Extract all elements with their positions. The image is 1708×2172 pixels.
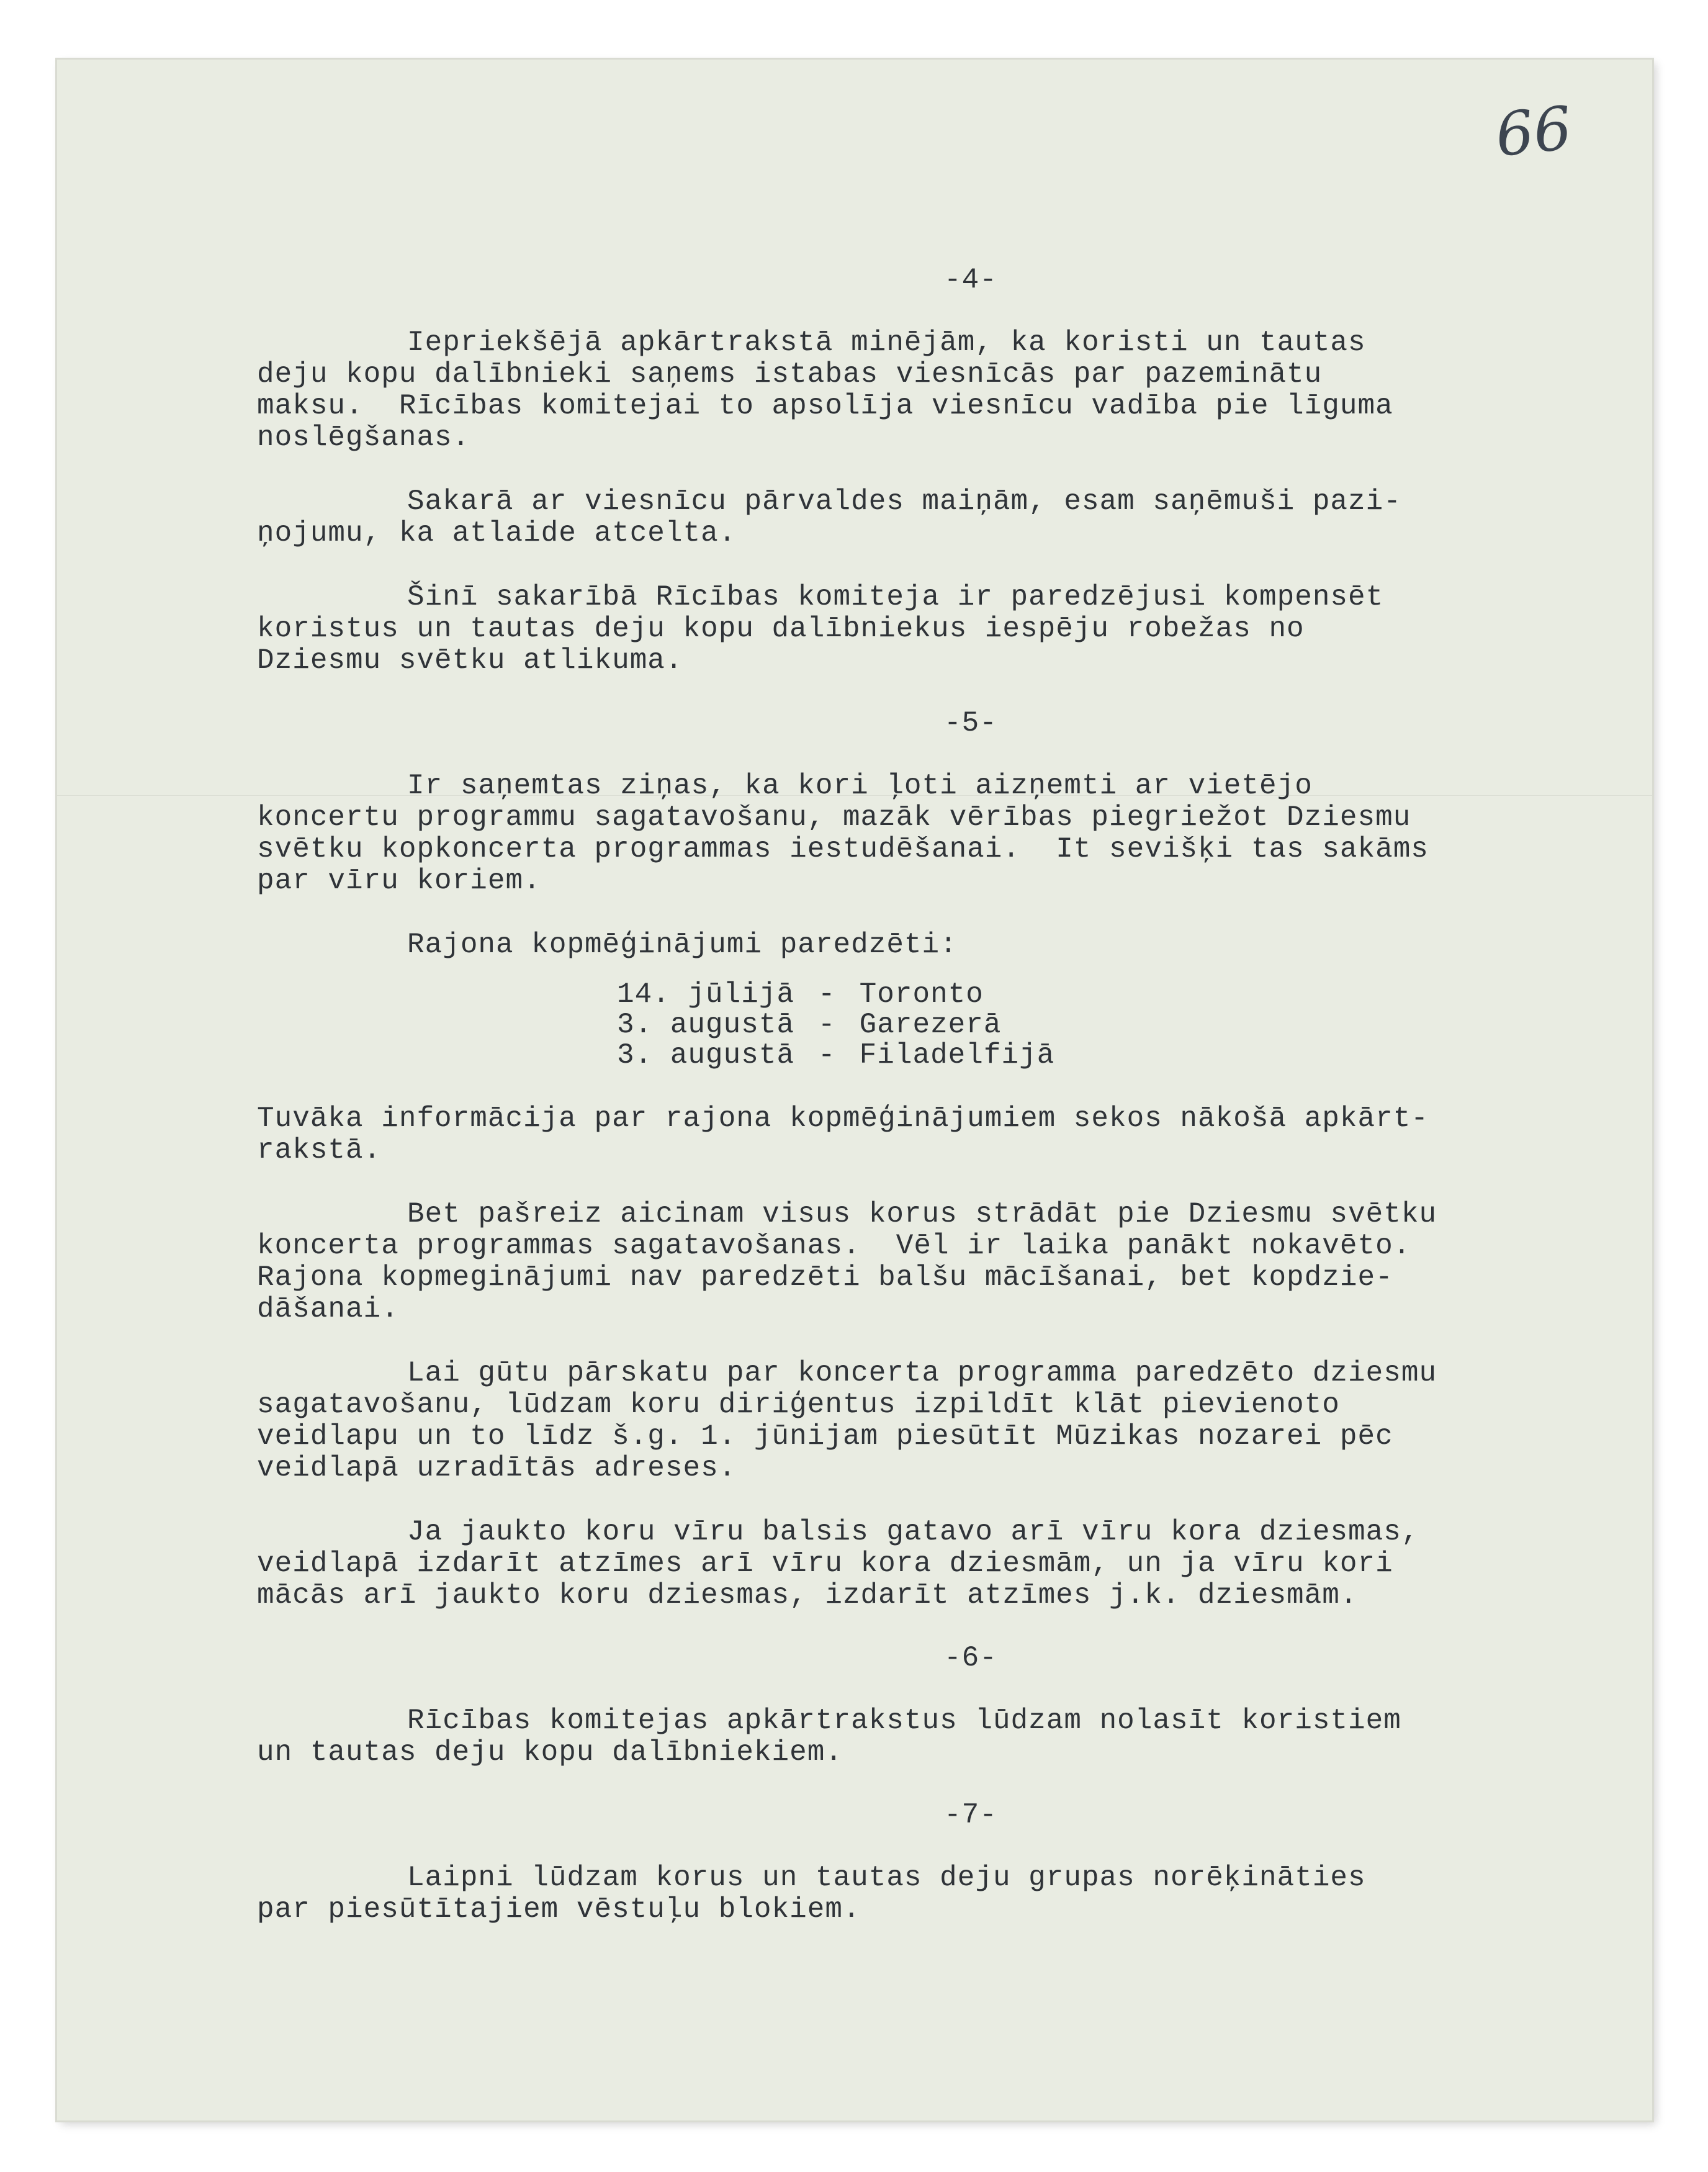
section-number: -7- bbox=[944, 1799, 997, 1831]
paragraph: Sakarā ar viesnīcu pārvaldes maiņām, esam saņēmuši pazi- ņojumu, ka atlaide atcelta. bbox=[257, 485, 1401, 549]
paragraph: Rīcības komitejas apkārtrakstus lūdzam nolasīt koristiem un tautas deju kopu dalībniekiem. bbox=[257, 1705, 1401, 1769]
schedule-row: 3. augustā - Garezerā bbox=[617, 1010, 1054, 1040]
paragraph: Rajona kopmēģinājumi paredzēti: bbox=[407, 929, 958, 961]
schedule-row: 14. jūlijā - Toronto bbox=[617, 980, 1054, 1010]
rehearsal-date: 14. jūlijā bbox=[617, 978, 795, 1011]
paragraph: Iepriekšējā apkārtrakstā minējām, ka koristi un tautas deju kopu dalībnieki saņems istabas viesnīcās par pazeminātu maksu. Rīcības komitejai to apsolīja viesnīcu vadība pie līguma noslēgšanas. bbox=[257, 327, 1393, 454]
section-number: -6- bbox=[944, 1642, 997, 1674]
rehearsal-place: Filadelfijā bbox=[859, 1039, 1055, 1071]
section-number: -5- bbox=[944, 707, 997, 739]
rehearsal-place: Toronto bbox=[859, 978, 984, 1011]
paragraph: Bet pašreiz aicinam visus korus strādāt pie Dziesmu svētku koncerta programmas sagatavošanas. Vēl ir laika panākt nokavēto. Rajona kopmeginājumi nav paredzēti balšu mācīšanai, bet kopdzie- dāšanai. bbox=[257, 1198, 1437, 1325]
paragraph: Laipni lūdzam korus un tautas deju grupas norēķināties par piesūtītajiem vēstuļu blokiem. bbox=[257, 1862, 1366, 1926]
paragraph: Ir saņemtas ziņas, ka kori ļoti aizņemti ar vietējo koncertu programmu sagatavošanu, mazāk vērības piegriežot Dziesmu svētku kopkoncerta programmas iestudēšanai. It sevišķi tas sakāms par vīru koriem. bbox=[257, 770, 1429, 897]
rehearsal-date: 3. augustā bbox=[617, 1009, 795, 1041]
schedule-row: 3. augustā - Filadelfijā bbox=[617, 1039, 1055, 1071]
rehearsal-date: 3. augustā bbox=[617, 1039, 795, 1071]
document-page bbox=[57, 60, 1652, 2120]
paragraph: Lai gūtu pārskatu par koncerta programma paredzēto dziesmu sagatavošanu, lūdzam koru diriģentus izpildīt klāt pievienoto veidlapu un to līdz š.g. 1. jūnijam piesūtīt Mūzikas nozarei pēc veidlapā uzradītās adreses. bbox=[257, 1357, 1437, 1484]
section-number: -4- bbox=[944, 264, 997, 296]
document-body bbox=[257, 264, 1598, 1926]
rehearsal-place: Garezerā bbox=[859, 1009, 1002, 1041]
handwritten-page-number: 66 bbox=[1492, 92, 1575, 171]
paragraph: Tuvāka informācija par rajona kopmēģinājumiem sekos nākošā apkārt- rakstā. bbox=[257, 1102, 1429, 1166]
rehearsal-schedule bbox=[617, 980, 1054, 1071]
paragraph: Ja jaukto koru vīru balsis gatavo arī vīru kora dziesmas, veidlapā izdarīt atzīmes arī vīru kora dziesmām, un ja vīru kori mācās arī jaukto koru dziesmas, izdarīt atzīmes j.k. dziesmām. bbox=[257, 1516, 1419, 1611]
paragraph: Šinī sakarībā Rīcības komiteja ir paredzējusi kompensēt koristus un tautas deju kopu dalībniekus iespēju robežas no Dziesmu svētku atlikuma. bbox=[257, 581, 1384, 677]
